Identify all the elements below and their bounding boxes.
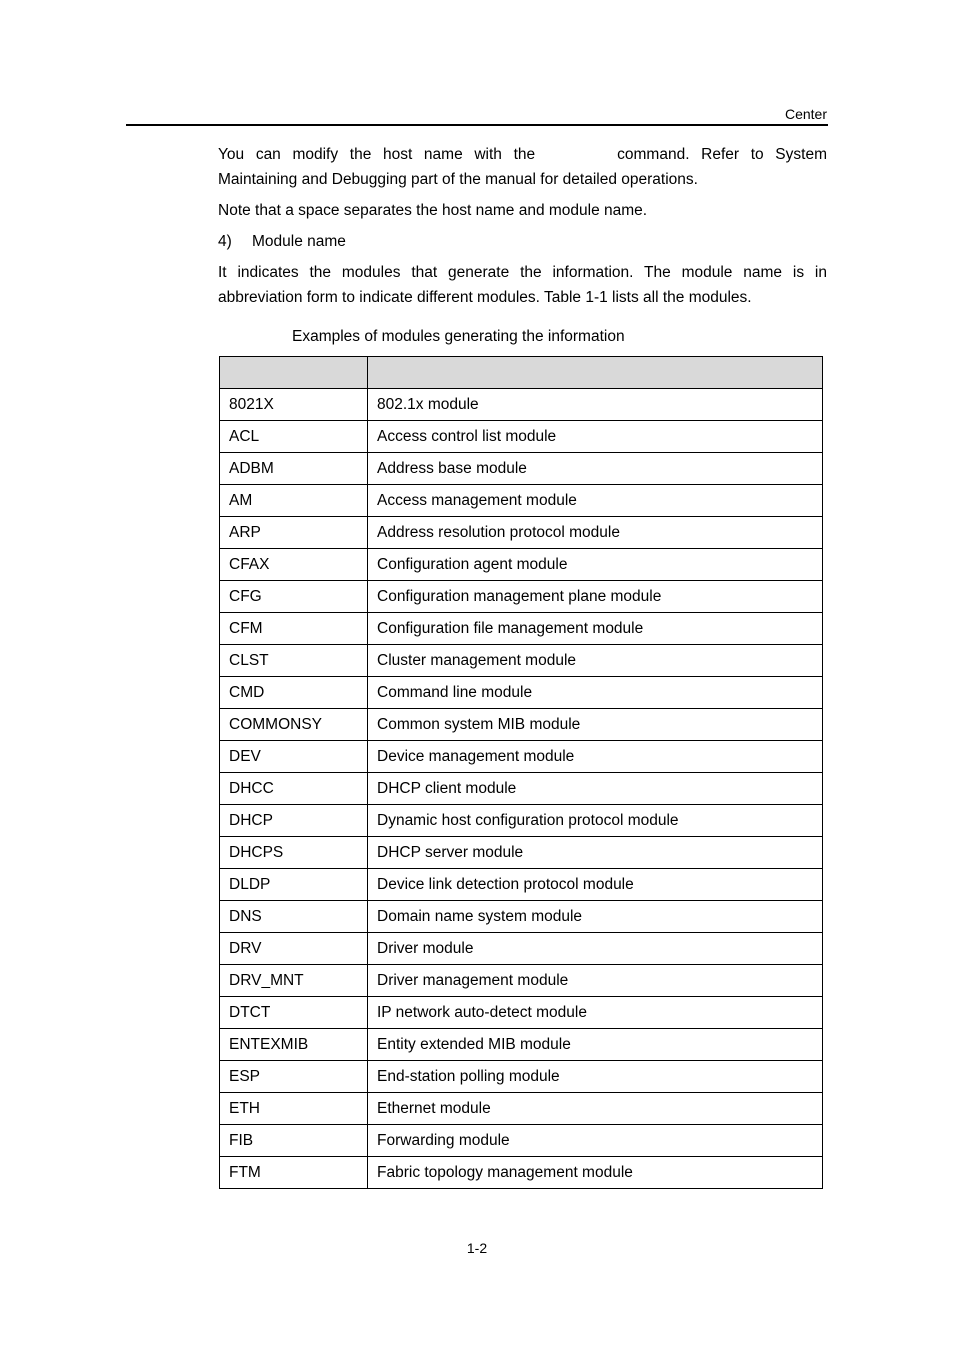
list-item-number: 4) bbox=[218, 233, 232, 250]
paragraph-space-note: Note that a space separates the host name and module name. bbox=[218, 202, 648, 219]
page-number: 1-2 bbox=[466, 1240, 488, 1256]
table-row bbox=[220, 1029, 823, 1061]
module-description-cell: Address base module bbox=[368, 453, 823, 485]
table-header-module bbox=[220, 357, 368, 389]
module-description-cell: Access control list module bbox=[368, 421, 823, 453]
table-row bbox=[220, 1061, 823, 1093]
table-row bbox=[220, 741, 823, 773]
module-description-cell: Entity extended MIB module bbox=[368, 1029, 823, 1061]
table-row bbox=[220, 773, 823, 805]
module-description-cell: DHCP server module bbox=[368, 837, 823, 869]
module-name-cell: COMMONSY bbox=[220, 709, 368, 741]
module-description-cell: 802.1x module bbox=[368, 389, 823, 421]
module-description-cell: IP network auto-detect module bbox=[368, 997, 823, 1029]
table-row bbox=[220, 837, 823, 869]
module-name-cell: DNS bbox=[220, 901, 368, 933]
list-item-text: Module name bbox=[252, 233, 346, 250]
module-name-cell: ETH bbox=[220, 1093, 368, 1125]
paragraph-module-description: It indicates the modules that generate the information. The module name is in abbreviation form to indicate different modules. Table 1-1 lists all the modules. bbox=[218, 264, 827, 306]
module-description-cell: Device management module bbox=[368, 741, 823, 773]
module-name-cell: DRV bbox=[220, 933, 368, 965]
module-description-cell: Ethernet module bbox=[368, 1093, 823, 1125]
table-row bbox=[220, 1125, 823, 1157]
module-name-cell: AM bbox=[220, 485, 368, 517]
table-row bbox=[220, 901, 823, 933]
module-name-cell: DTCT bbox=[220, 997, 368, 1029]
module-description-cell: Driver module bbox=[368, 933, 823, 965]
module-name-cell: ARP bbox=[220, 517, 368, 549]
module-description-cell: Configuration file management module bbox=[368, 613, 823, 645]
module-description-cell: Fabric topology management module bbox=[368, 1157, 823, 1189]
module-description-cell: Address resolution protocol module bbox=[368, 517, 823, 549]
table-row bbox=[220, 421, 823, 453]
table-row bbox=[220, 389, 823, 421]
module-name-cell: CFM bbox=[220, 613, 368, 645]
module-description-cell: DHCP client module bbox=[368, 773, 823, 805]
table-body bbox=[220, 389, 823, 1189]
table-row bbox=[220, 997, 823, 1029]
module-name-cell: ESP bbox=[220, 1061, 368, 1093]
table-row bbox=[220, 453, 823, 485]
modules-table bbox=[219, 356, 823, 1189]
module-name-cell: ACL bbox=[220, 421, 368, 453]
table-row bbox=[220, 677, 823, 709]
module-description-cell: Driver management module bbox=[368, 965, 823, 997]
table-row bbox=[220, 869, 823, 901]
module-name-cell: CFAX bbox=[220, 549, 368, 581]
module-description-cell: Device link detection protocol module bbox=[368, 869, 823, 901]
module-name-cell: DEV bbox=[220, 741, 368, 773]
module-name-cell: FTM bbox=[220, 1157, 368, 1189]
running-header: Center bbox=[784, 106, 827, 122]
module-description-cell: Forwarding module bbox=[368, 1125, 823, 1157]
table-row bbox=[220, 581, 823, 613]
module-name-cell: DHCPS bbox=[220, 837, 368, 869]
document-body bbox=[218, 142, 827, 316]
module-description-cell: End-station polling module bbox=[368, 1061, 823, 1093]
table-row bbox=[220, 485, 823, 517]
module-description-cell: Configuration agent module bbox=[368, 549, 823, 581]
module-description-cell: Common system MIB module bbox=[368, 709, 823, 741]
table-row bbox=[220, 933, 823, 965]
table-row bbox=[220, 1157, 823, 1189]
module-name-cell: 8021X bbox=[220, 389, 368, 421]
paragraph-hostname-part1: You can modify the host name with the bbox=[218, 146, 536, 163]
table-row bbox=[220, 965, 823, 997]
table-row bbox=[220, 709, 823, 741]
paragraph-hostname-part2: command. Refer to System Maintaining and Debugging part of the manual for detailed operations. bbox=[218, 146, 827, 188]
module-name-cell: DHCP bbox=[220, 805, 368, 837]
table-header-row bbox=[220, 357, 823, 389]
module-name-cell: DLDP bbox=[220, 869, 368, 901]
table-row bbox=[220, 645, 823, 677]
table-row bbox=[220, 805, 823, 837]
module-description-cell: Cluster management module bbox=[368, 645, 823, 677]
table-row bbox=[220, 517, 823, 549]
paragraph-hostname bbox=[218, 142, 827, 192]
module-description-cell: Access management module bbox=[368, 485, 823, 517]
module-name-cell: DHCC bbox=[220, 773, 368, 805]
module-name-cell: CFG bbox=[220, 581, 368, 613]
module-name-cell: CMD bbox=[220, 677, 368, 709]
list-item-module-name bbox=[218, 229, 827, 254]
module-description-cell: Configuration management plane module bbox=[368, 581, 823, 613]
header-divider bbox=[126, 124, 828, 126]
module-name-cell: DRV_MNT bbox=[220, 965, 368, 997]
module-name-cell: ENTEXMIB bbox=[220, 1029, 368, 1061]
module-name-cell: FIB bbox=[220, 1125, 368, 1157]
module-description-cell: Command line module bbox=[368, 677, 823, 709]
module-name-cell: ADBM bbox=[220, 453, 368, 485]
table-header-description bbox=[368, 357, 823, 389]
table-row bbox=[220, 613, 823, 645]
module-description-cell: Dynamic host configuration protocol module bbox=[368, 805, 823, 837]
table-row bbox=[220, 549, 823, 581]
table-caption: Examples of modules generating the information bbox=[292, 328, 625, 345]
module-description-cell: Domain name system module bbox=[368, 901, 823, 933]
module-name-cell: CLST bbox=[220, 645, 368, 677]
table-row bbox=[220, 1093, 823, 1125]
